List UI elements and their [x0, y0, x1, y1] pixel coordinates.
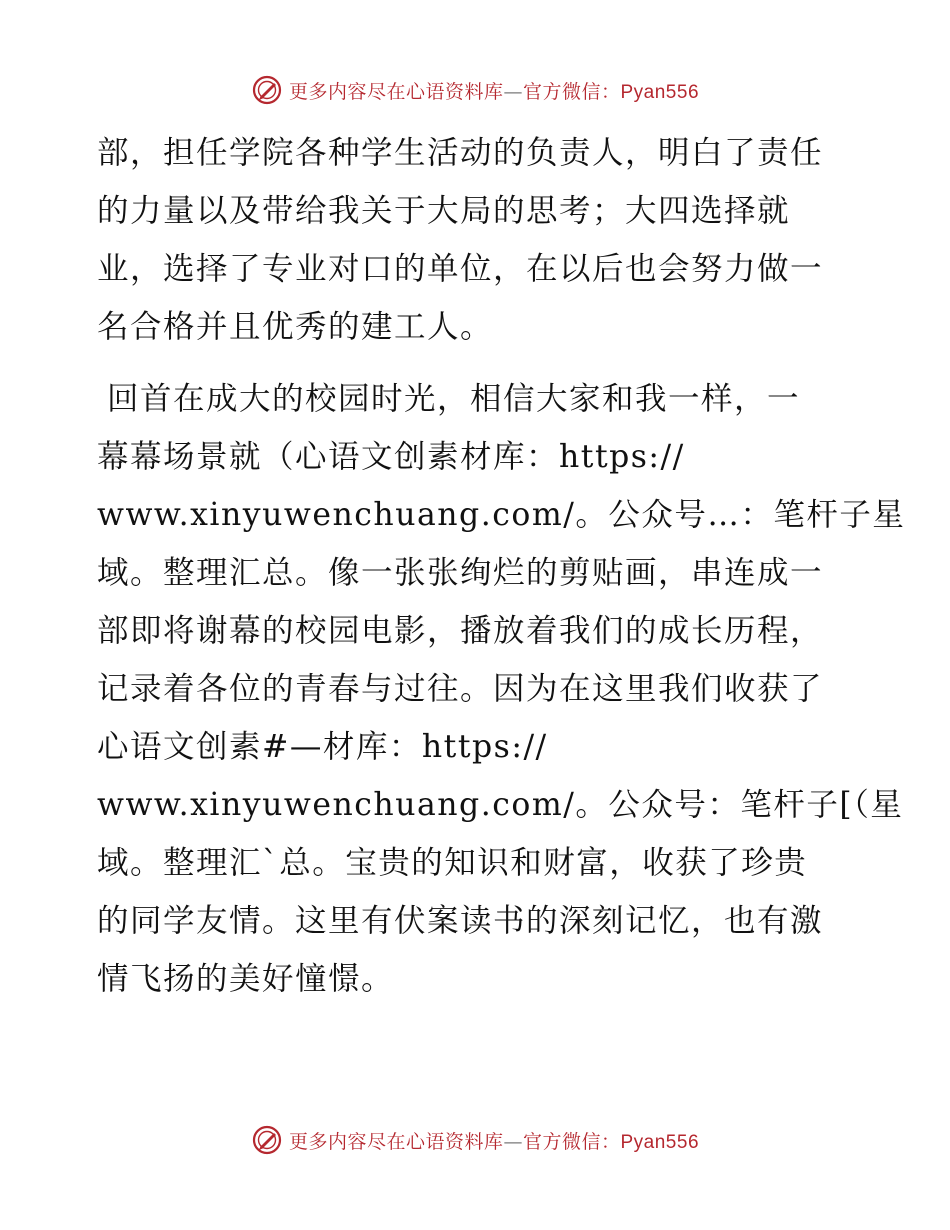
- text-line: 的力量以及带给我关于大局的思考；大四选择就: [97, 193, 791, 229]
- footer-separator: —: [503, 1130, 523, 1153]
- text-line: 业，选择了专业对口的单位，在以后也会努力做一: [97, 251, 824, 287]
- paragraph-2: [97, 370, 906, 1008]
- text-line: www.xinyuwenchuang.com/。公众号…：笔杆子星: [97, 497, 906, 533]
- text-line: 情飞扬的美好憧憬。: [97, 961, 395, 997]
- header-wechat-id: Pyan556: [620, 81, 700, 103]
- footer-official-label: 官方微信：: [522, 1130, 621, 1153]
- document-body: [97, 124, 906, 1008]
- paragraph-1: [97, 124, 857, 356]
- text-line: 记录着各位的青春与过往。因为在这里我们收获了: [97, 671, 824, 707]
- text-line: 幕幕场景就（心语文创素材库：https://: [97, 439, 685, 475]
- text-line: 的同学友情。这里有伏案读书的深刻记忆，也有激: [97, 903, 824, 939]
- quill-circle-logo-icon: [251, 1124, 283, 1156]
- header-separator: —: [503, 80, 523, 103]
- quill-circle-logo-icon: [251, 74, 283, 106]
- text-line: 域。整理汇ˋ总。宝贵的知识和财富，收获了珍贵: [97, 845, 808, 881]
- text-line: 名合格并且优秀的建工人。: [97, 309, 494, 345]
- text-line: 域。整理汇总。像一张张绚烂的剪贴画，串连成一: [97, 555, 824, 591]
- footer-brand-text: 更多内容尽在心语资料库: [288, 1130, 504, 1153]
- footer-banner-text: [289, 1127, 699, 1154]
- text-line: 回首在成大的校园时光，相信大家和我一样，一: [107, 381, 801, 417]
- header-banner: [0, 72, 950, 108]
- header-official-label: 官方微信：: [522, 80, 621, 103]
- header-banner-text: [289, 77, 699, 104]
- header-brand-text: 更多内容尽在心语资料库: [288, 80, 504, 103]
- text-line: 部即将谢幕的校园电影，播放着我们的成长历程，: [97, 613, 824, 649]
- text-line: 心语文创素#—材库：https://: [97, 729, 548, 765]
- footer-wechat-id: Pyan556: [620, 1131, 700, 1153]
- text-line: 部，担任学院各种学生活动的负责人，明白了责任: [97, 135, 824, 171]
- footer-banner: [0, 1122, 950, 1158]
- text-line: www.xinyuwenchuang.com/。公众号：笔杆子[（星: [97, 787, 904, 823]
